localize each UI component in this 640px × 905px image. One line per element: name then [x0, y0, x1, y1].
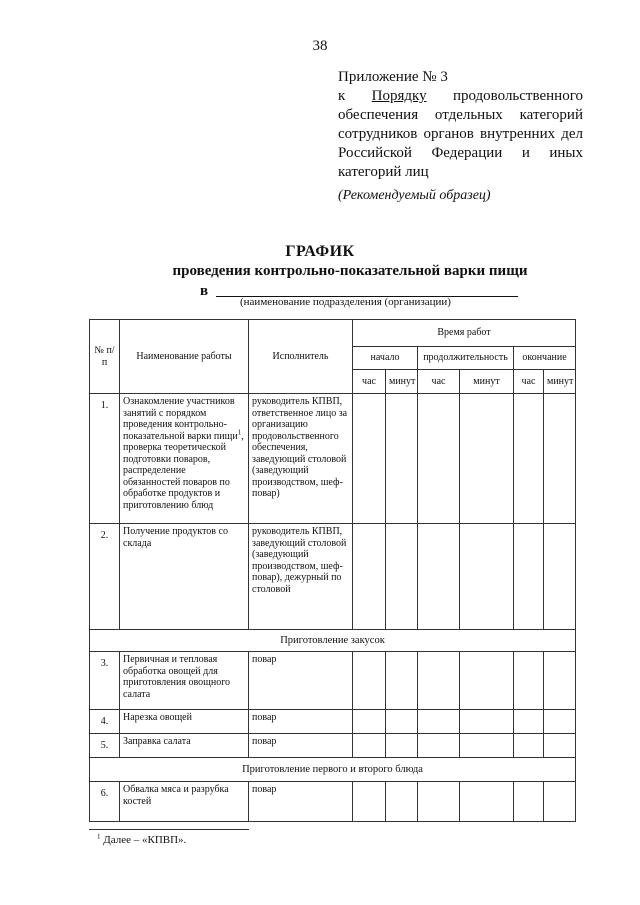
time-cell: [386, 710, 418, 734]
row-number: 1.: [90, 394, 120, 524]
row-executor: повар: [249, 782, 353, 822]
time-cell: [418, 524, 460, 630]
document-subtitle: проведения контрольно-показательной варки пищи: [172, 263, 528, 279]
table-row: [90, 394, 576, 524]
organization-note: (наименование подразделения (организации): [240, 296, 451, 308]
time-cell: [514, 782, 544, 822]
time-cell: [460, 652, 514, 710]
time-cell: [460, 710, 514, 734]
row-work-text: Ознакомление участников занятий с порядком проведения контрольно-показательной варки пищи: [123, 396, 238, 442]
table-row: [90, 524, 576, 630]
header-work: Наименование работы: [120, 320, 249, 394]
header-hour: час: [353, 370, 386, 394]
header-time: Время работ: [353, 320, 576, 347]
row-work: Получение продуктов со склада: [120, 524, 249, 630]
section-title: Приготовление закусок: [90, 630, 576, 652]
document-title: ГРАФИК: [285, 243, 355, 260]
organization-line: [200, 283, 208, 300]
appendix-word: Порядку: [371, 88, 427, 104]
footnote-marker: 1: [97, 832, 101, 841]
row-executor: повар: [249, 734, 353, 758]
row-executor: руководитель КПВП, ответственное лицо за организацию продовольственного обеспечения, заведующий столовой (заведующий производством, шеф-повар): [249, 394, 353, 524]
row-number: 6.: [90, 782, 120, 822]
time-cell: [544, 524, 576, 630]
time-cell: [544, 394, 576, 524]
time-cell: [418, 652, 460, 710]
footnote-ref: 1: [237, 428, 242, 437]
time-cell: [418, 782, 460, 822]
footnote-divider: [89, 829, 249, 830]
table-row: [90, 782, 576, 822]
time-cell: [460, 524, 514, 630]
row-work-text: , проверка теоретической подготовки поваров, распределение обязанностей поваров по обработке продуктов и приготовлению блюд: [123, 430, 244, 511]
header-minute: минут: [460, 370, 514, 394]
time-cell: [544, 652, 576, 710]
time-cell: [353, 652, 386, 710]
row-number: 5.: [90, 734, 120, 758]
footnote: [97, 834, 186, 846]
header-start: начало: [353, 347, 418, 370]
section-row: [90, 758, 576, 782]
row-work: Заправка салата: [120, 734, 249, 758]
header-executor: Исполнитель: [249, 320, 353, 394]
appendix-line: Приложение № 3: [338, 69, 448, 85]
time-cell: [353, 524, 386, 630]
header-hour: час: [514, 370, 544, 394]
table-row: [90, 734, 576, 758]
appendix-word: к: [338, 88, 346, 104]
appendix-header: [338, 68, 583, 182]
time-cell: [418, 710, 460, 734]
time-cell: [386, 734, 418, 758]
time-cell: [544, 782, 576, 822]
row-work: Первичная и тепловая обработка овощей для приготовления овощного салата: [120, 652, 249, 710]
page-number: 38: [312, 38, 328, 54]
appendix-line: категорий лиц: [338, 164, 429, 180]
row-executor: повар: [249, 652, 353, 710]
time-cell: [386, 782, 418, 822]
header-minute: минут: [386, 370, 418, 394]
header-duration: продолжительность: [418, 347, 514, 370]
table-row: [90, 652, 576, 710]
row-work: Обвалка мяса и разрубка костей: [120, 782, 249, 822]
row-number: 4.: [90, 710, 120, 734]
time-cell: [544, 734, 576, 758]
appendix-line: [338, 144, 583, 163]
row-work: Нарезка овощей: [120, 710, 249, 734]
time-cell: [386, 394, 418, 524]
header-hour: час: [418, 370, 460, 394]
appendix-line: [338, 87, 583, 106]
row-executor: повар: [249, 710, 353, 734]
time-cell: [514, 652, 544, 710]
time-cell: [514, 524, 544, 630]
time-cell: [418, 734, 460, 758]
section-title: Приготовление первого и второго блюда: [90, 758, 576, 782]
time-cell: [353, 710, 386, 734]
time-cell: [386, 652, 418, 710]
time-cell: [353, 394, 386, 524]
row-executor: руководитель КПВП, заведующий столовой (заведующий производством, шеф-повар), дежурный по столовой: [249, 524, 353, 630]
header-num: № п/п: [90, 320, 120, 394]
row-number: 3.: [90, 652, 120, 710]
time-cell: [514, 734, 544, 758]
section-row: [90, 630, 576, 652]
time-cell: [460, 782, 514, 822]
appendix-word: Российской: [338, 145, 412, 161]
appendix-line: сотрудников органов внутренних дел: [338, 126, 583, 142]
table-row: [90, 710, 576, 734]
schedule-table: [89, 319, 576, 822]
appendix-line: обеспечения отдельных категорий: [338, 107, 583, 123]
footnote-text: Далее – «КПВП».: [100, 834, 187, 846]
row-number: 2.: [90, 524, 120, 630]
time-cell: [544, 710, 576, 734]
header-end: окончание: [514, 347, 576, 370]
appendix-word: иных: [549, 145, 583, 161]
sample-note: (Рекомендуемый образец): [338, 188, 491, 203]
header-minute: минут: [544, 370, 576, 394]
row-work: [120, 394, 249, 524]
appendix-word: и: [521, 145, 530, 161]
time-cell: [386, 524, 418, 630]
time-cell: [514, 394, 544, 524]
time-cell: [353, 782, 386, 822]
time-cell: [353, 734, 386, 758]
time-cell: [514, 710, 544, 734]
appendix-word: продовольственного: [452, 88, 583, 104]
time-cell: [418, 394, 460, 524]
appendix-word: Федерации: [431, 145, 503, 161]
time-cell: [460, 734, 514, 758]
time-cell: [460, 394, 514, 524]
v-label: в: [200, 283, 209, 299]
